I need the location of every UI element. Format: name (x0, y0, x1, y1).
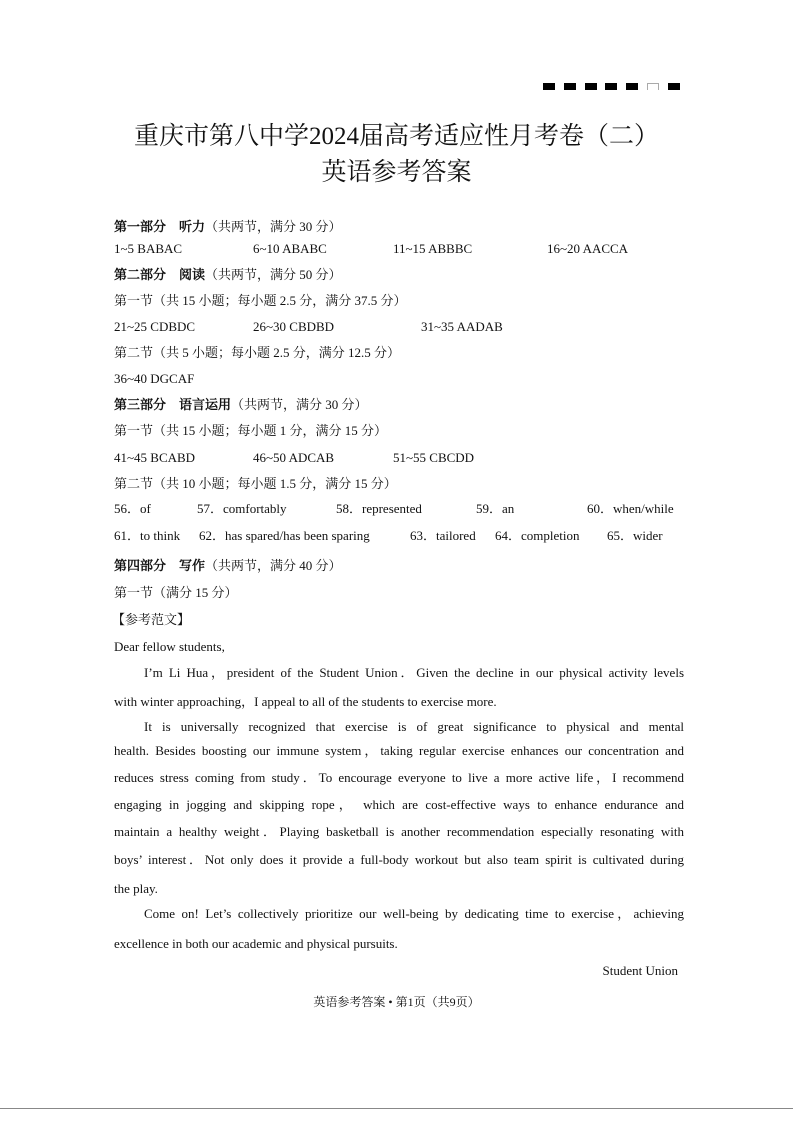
answer: 63．tailored (410, 528, 476, 543)
section: 第二节（共 5 小题；每小题 2.5 分，满分 12.5 分） (114, 345, 401, 360)
answer: 51~55 CBCDD (393, 450, 475, 465)
letter-line: health. Besides boosting our immune system，taking regular exercise enhances our concentration and (114, 743, 684, 758)
note: （共两节，满分 30 分） (231, 397, 368, 412)
heading: 第二部分 阅读 (114, 267, 206, 282)
page-footer: 英语参考答案 • 第1页（共9页） (313, 995, 480, 1009)
answer: 46~50 ADCAB (253, 450, 335, 465)
section: 第一节（共 15 小题；每小题 2.5 分，满分 37.5 分） (114, 293, 407, 308)
letter-line: I’m Li Hua，president of the Student Union．Given the decline in our physical activity levels (144, 665, 684, 680)
section: 第一节（共 15 小题；每小题 1 分，满分 15 分） (114, 423, 388, 438)
mark (585, 83, 597, 90)
part2-heading (114, 267, 342, 283)
part3-heading (114, 397, 368, 413)
title-line1: 重庆市第八中学2024届高考适应性月考卷（二） (133, 123, 659, 150)
answer: 60．when/while (587, 501, 674, 516)
answer: 41~45 BCABD (114, 450, 196, 465)
answer: 31~35 AADAB (421, 319, 503, 334)
letter-line: It is universally recognized that exercise is of great significance to physical and mental (144, 719, 684, 734)
answer: 61．to think (114, 528, 181, 543)
letter-line: with winter approaching，I appeal to all of the students to exercise more. (114, 694, 497, 709)
answer: 6~10 ABABC (253, 241, 327, 256)
letter-line: excellence in both our academic and physical pursuits. (114, 936, 398, 951)
letter-line: engaging in jogging and skipping rope， which are cost-effective ways to enhance endurance and (114, 797, 684, 812)
answer: 64．completion (495, 528, 580, 543)
answer: 1~5 BABAC (114, 241, 183, 256)
mark (605, 83, 617, 90)
letter-line: Come on! Let’s collectively prioritize our well-being by dedicating time to exercise，achieving (144, 906, 684, 921)
title-line2: 英语参考答案 (321, 159, 472, 186)
mark-empty (647, 83, 659, 90)
answer: 65．wider (607, 528, 663, 543)
mark (543, 83, 555, 90)
answer: 57．comfortably (197, 501, 287, 516)
note: （共两节，满分 50 分） (205, 267, 342, 282)
note: （共两节，满分 30 分） (205, 219, 342, 234)
mark (564, 83, 576, 90)
heading: 第一部分 听力 (114, 219, 206, 234)
answer: 11~15 ABBBC (393, 241, 473, 256)
answer: 59．an (476, 501, 515, 516)
answer: 58．represented (336, 501, 422, 516)
letter-line: maintain a healthy weight．Playing basketball is another recommendation especially resonating with (114, 824, 684, 839)
heading: 第四部分 写作 (114, 558, 206, 573)
signature: Student Union (602, 963, 678, 978)
letter-line: boys’ interest．Not only does it provide a full-body workout but also team spirit is cultivated during (114, 852, 684, 867)
section: 第一节（满分 15 分） (114, 585, 238, 600)
letter-line: the play. (114, 881, 158, 896)
answer: 16~20 AACCA (547, 241, 629, 256)
answer: 26~30 CBDBD (253, 319, 335, 334)
answer: 36~40 DGCAF (114, 371, 195, 386)
section: 第二节（共 10 小题；每小题 1.5 分，满分 15 分） (114, 476, 397, 491)
letter-line: reduces stress coming from study．To encourage everyone to live a more active life，I recommend (114, 770, 684, 785)
divider (0, 1108, 793, 1109)
heading: 第三部分 语言运用 (114, 397, 232, 412)
answer: 21~25 CDBDC (114, 319, 196, 334)
sample-label: 【参考范文】 (112, 612, 191, 627)
part1-heading (114, 219, 342, 235)
mark (668, 83, 680, 90)
mark (626, 83, 638, 90)
part4-heading (114, 558, 342, 574)
answer: 56．of (114, 501, 151, 516)
answer: 62．has spared/has been sparing (199, 528, 370, 543)
greeting: Dear fellow students, (114, 639, 225, 654)
note: （共两节，满分 40 分） (205, 558, 342, 573)
